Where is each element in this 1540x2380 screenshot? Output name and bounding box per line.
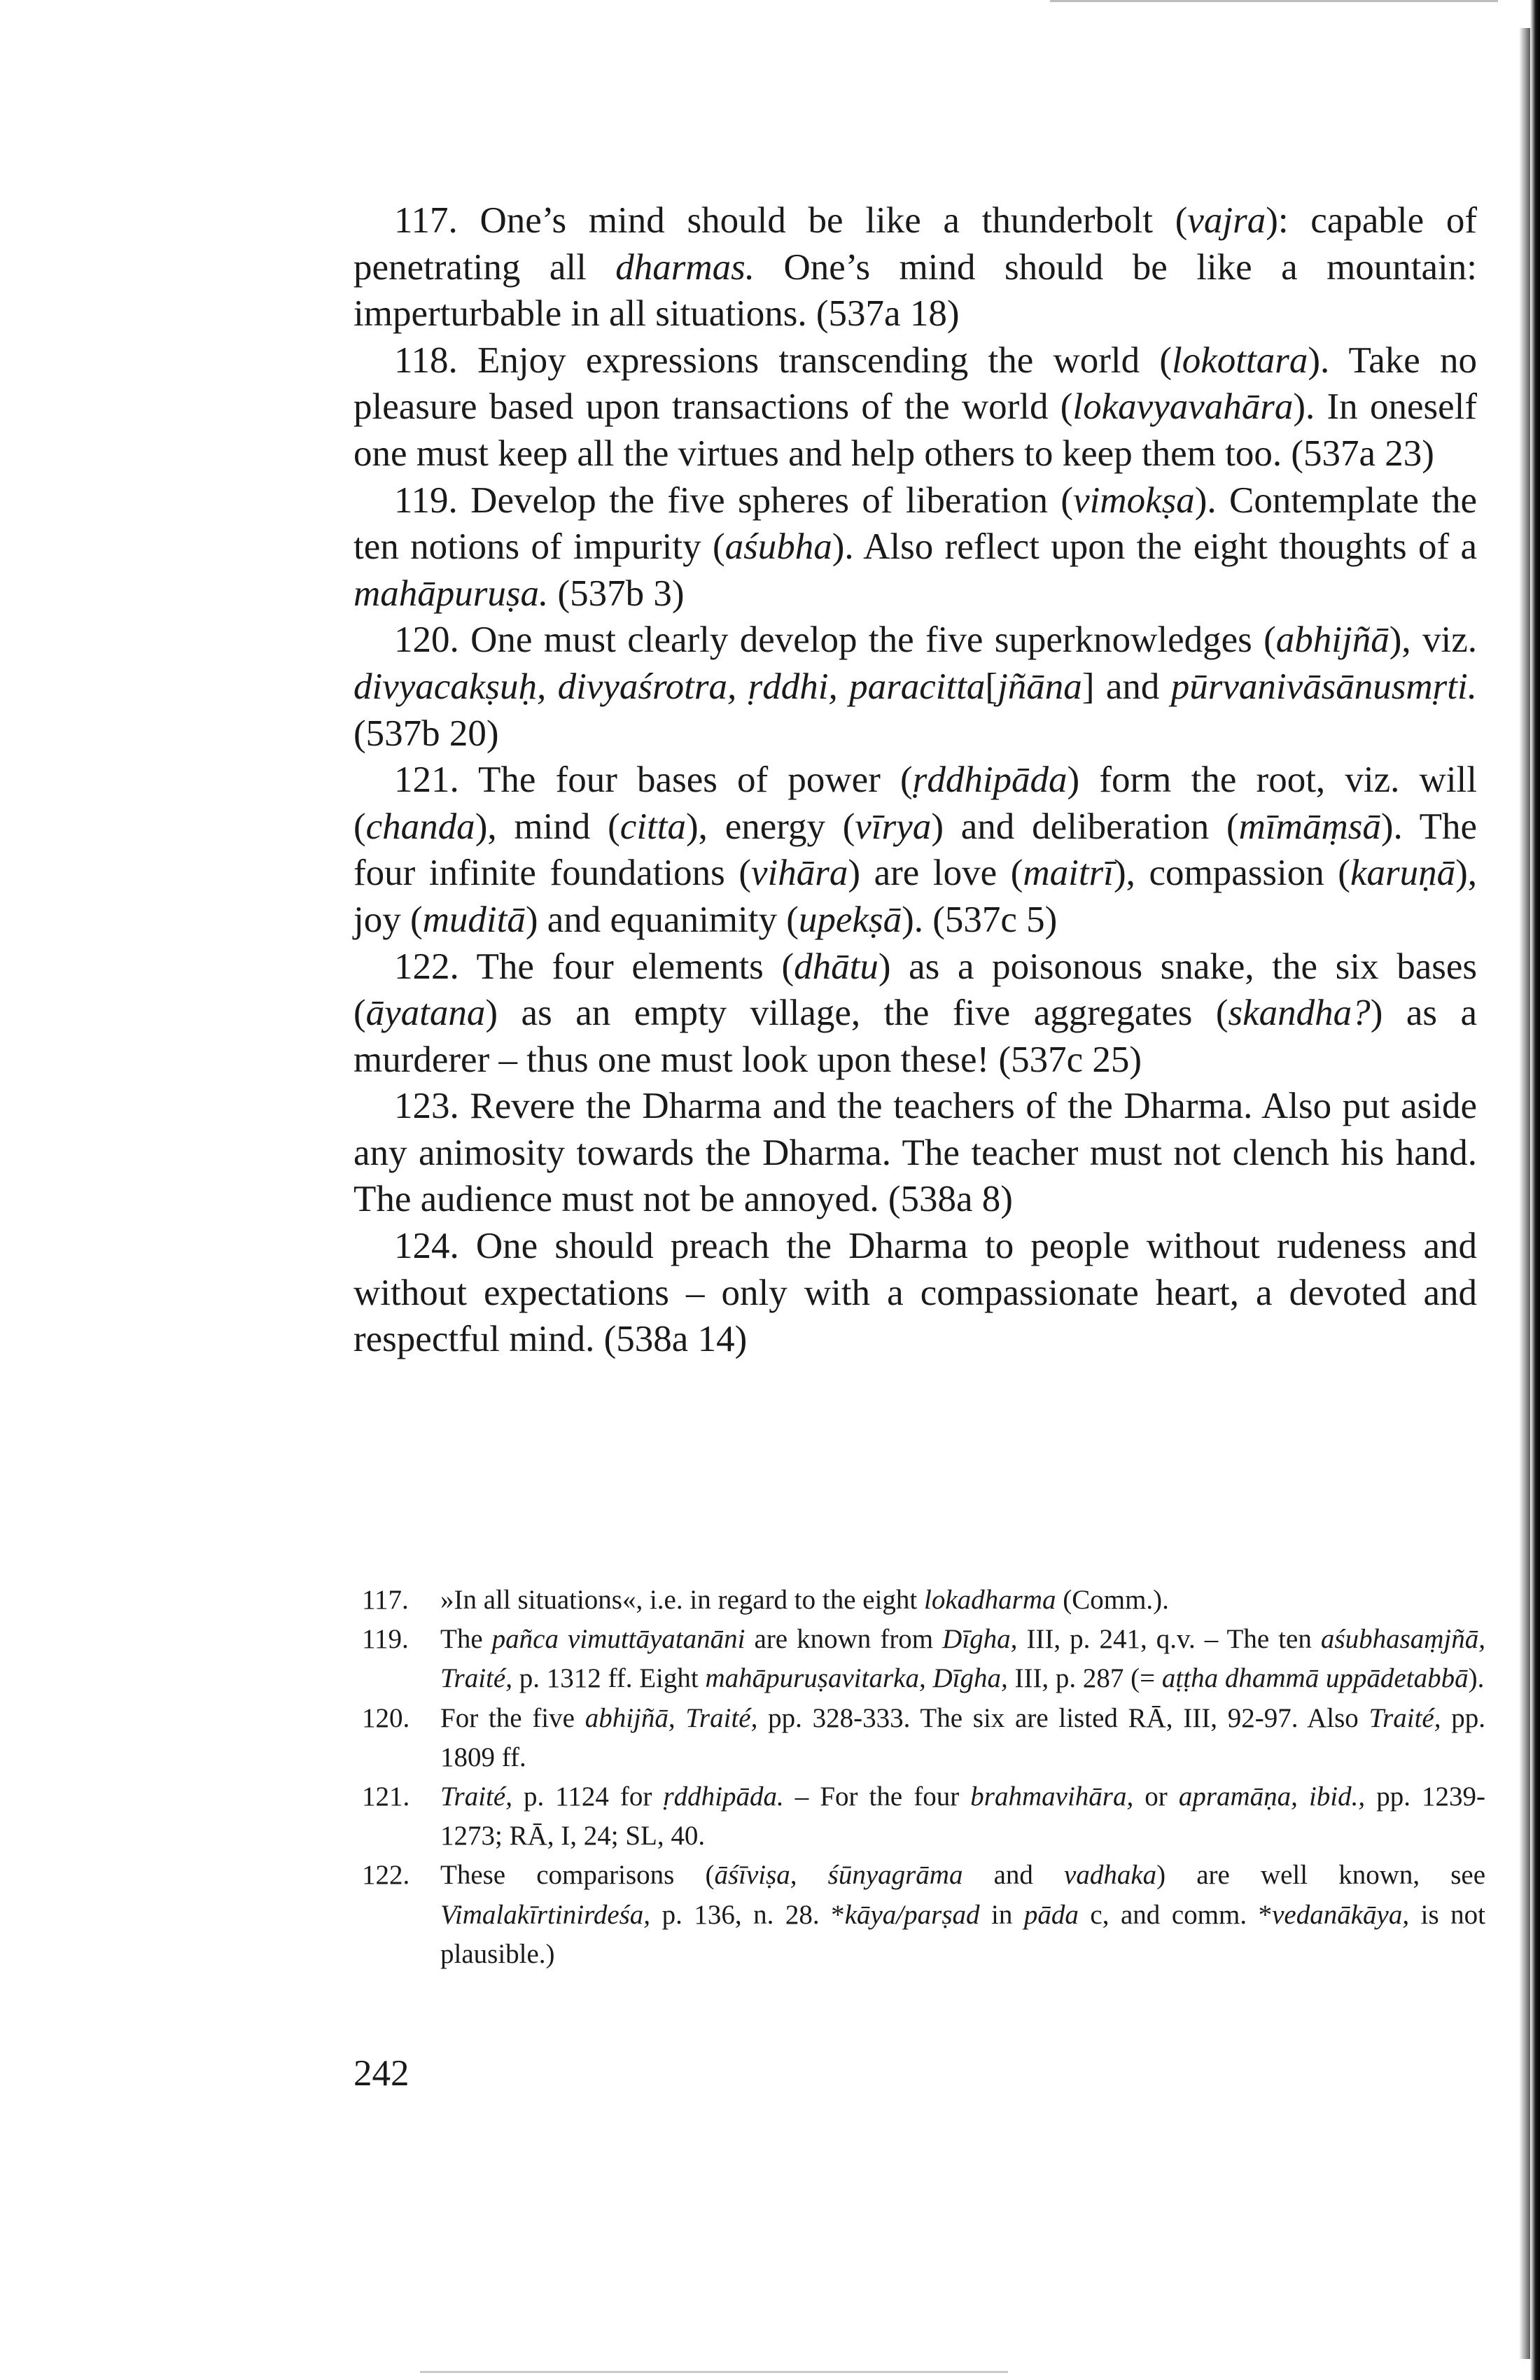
paragraph-number: 123.: [394, 1086, 459, 1127]
paragraph: [354, 1083, 1477, 1223]
text-run: p. 1124 for: [512, 1782, 664, 1812]
text-run: ).: [1468, 1663, 1485, 1694]
paragraph-number: 119.: [394, 479, 458, 521]
text-run: ). Take no pleasure based upon transactions of the world (: [354, 340, 1477, 428]
text-run: Develop the five spheres of liberation (: [457, 479, 1074, 521]
text-run: ) are love (: [848, 853, 1023, 894]
text-run: ) as a poisonous snake, the six bases (: [354, 946, 1477, 1034]
italic-term: kāya/parṣad: [844, 1899, 980, 1930]
text-run: ) as an empty village, the five aggregates (: [485, 993, 1228, 1034]
italic-term: mahāpuruṣavitarka, Dīgha,: [705, 1663, 1008, 1694]
italic-term: citta: [620, 806, 686, 847]
italic-term: maitrī: [1023, 853, 1114, 894]
italic-term: pañca vimuttāyatanāni: [491, 1624, 746, 1655]
paragraph-number: 122.: [394, 946, 459, 987]
italic-term: vihāra: [751, 853, 848, 894]
italic-term: upekṣā: [798, 899, 902, 940]
italic-term: dhātu: [794, 946, 878, 987]
text-run: ) and equanimity (: [525, 899, 799, 940]
text-run: ), energy (: [686, 806, 855, 847]
text-run: p. 1312 ff. Eight: [512, 1663, 706, 1694]
text-run: pp. 1239-1273; RĀ, I, 24; SL, 40.: [440, 1782, 1486, 1851]
footnote: [354, 1699, 1485, 1777]
text-run: ). Contemplate the ten notions of impurity (: [354, 479, 1477, 568]
text-run: – For the four: [783, 1782, 971, 1812]
text-run: ) and deliberation (: [931, 806, 1239, 847]
footnote: [354, 1856, 1485, 1974]
footnote: [354, 1620, 1485, 1698]
scan-edge-top: [1050, 0, 1498, 2]
footnotes: [354, 1581, 1485, 1974]
text-run: ): capable of penetrating all: [354, 200, 1477, 288]
italic-term: aṭṭha dhammā uppādetabbā: [1161, 1663, 1469, 1694]
text-run: One’s mind should be like a mountain: imperturbable in all situations. (537a 18): [354, 246, 1477, 335]
text-run: are known from: [745, 1624, 943, 1655]
text-run: ), mind (: [475, 806, 620, 847]
paragraph-number: 120.: [394, 620, 459, 661]
paragraph: [354, 1223, 1477, 1363]
text-run: ). (537c 5): [902, 899, 1058, 940]
text-run: »In all situations«, i.e. in regard to the eight: [440, 1585, 925, 1615]
italic-term: pāda: [1023, 1899, 1079, 1930]
text-run: Revere the Dharma and the teachers of the Dharma. Also put aside any animosity towards the Dharma. The teacher must not clench his hand. The audience must not be annoyed. (538a 8): [354, 1086, 1477, 1220]
italic-term: abhijñā, Traité,: [584, 1702, 758, 1733]
italic-term: apramāṇa, ibid.,: [1178, 1782, 1366, 1812]
italic-term: mīmāṃsā: [1238, 806, 1381, 847]
paragraph: [354, 757, 1477, 943]
italic-term: divyacakṣuḥ, divyaśrotra, ṛddhi, paracitta: [354, 666, 986, 707]
italic-term: mahāpuruṣa.: [354, 573, 549, 614]
italic-term: lokavyavahāra: [1072, 386, 1294, 428]
text-run: ) as a murderer – thus one must look upon these! (537c 25): [354, 993, 1477, 1080]
text-run: ). The four infinite foundations (: [354, 806, 1478, 894]
italic-term: vajra: [1187, 200, 1266, 241]
paragraph: [354, 197, 1477, 337]
italic-term: aśubhasaṃjñā, Traité,: [440, 1624, 1485, 1694]
text-run: and: [962, 1860, 1065, 1891]
text-run: ), viz.: [1389, 620, 1477, 661]
italic-term: vimokṣa: [1073, 479, 1195, 521]
italic-term: chanda: [365, 806, 475, 847]
italic-term: ṛddhipāda: [912, 760, 1068, 801]
paragraph: [354, 337, 1477, 477]
italic-term: pūrvanivāsānusmṛti.: [1170, 666, 1477, 707]
footnote: [354, 1581, 1485, 1620]
text-run: [: [985, 666, 998, 707]
text-run: Enjoy expressions transcending the world (: [457, 340, 1172, 381]
text-run: ) form the root, viz. will (: [354, 760, 1477, 847]
text-run: III, p. 241, q.v. – The ten: [1017, 1624, 1321, 1655]
text-run: One must clearly develop the five superknowledges (: [458, 620, 1276, 661]
page-number: 242: [354, 2053, 410, 2094]
text-run: pp. 1809 ff.: [440, 1702, 1486, 1772]
paragraph-number: 117.: [394, 200, 458, 241]
paragraph-number: 124.: [394, 1226, 459, 1267]
italic-term: muditā: [422, 899, 526, 940]
text-run: (537b 20): [354, 713, 499, 754]
italic-term: karuṇā: [1350, 853, 1456, 894]
italic-term: abhijñā: [1275, 620, 1390, 661]
text-run: ] and: [1082, 666, 1171, 707]
italic-term: vīrya: [855, 806, 932, 847]
paragraph-number: 118.: [394, 340, 458, 381]
paragraph: [354, 477, 1477, 617]
text-run: p. 136, n. 28. *: [650, 1899, 845, 1930]
text-run: or: [1133, 1782, 1179, 1812]
text-run: The: [440, 1624, 492, 1655]
text-run: The four bases of power (: [458, 760, 913, 801]
text-run: (537b 3): [548, 573, 685, 614]
text-run: III, p. 287 (=: [1007, 1663, 1162, 1694]
italic-term: Dīgha,: [942, 1624, 1018, 1655]
italic-term: brahmavihāra,: [970, 1782, 1134, 1812]
italic-term: jñāna: [997, 666, 1082, 707]
footnote-number: 121.: [362, 1782, 410, 1812]
paragraph: [354, 617, 1477, 757]
footnote-number: 120.: [362, 1702, 410, 1733]
text-run: ), compassion (: [1113, 853, 1350, 894]
text-run: ). In oneself one must keep all the virtues and help others to keep them too. (537a 23): [354, 386, 1477, 474]
text-run: One should preach the Dharma to people without rudeness and without expectations – only with a compassionate heart, a devoted and respectful mind. (538a 14): [354, 1226, 1477, 1360]
text-run: ). Also reflect upon the eight thoughts of a: [832, 526, 1477, 568]
italic-term: Traité,: [440, 1782, 512, 1812]
text-run: in: [979, 1899, 1024, 1930]
italic-term: vadhaka: [1064, 1860, 1157, 1891]
italic-term: Vimalakīrtinirdeśa,: [440, 1899, 651, 1930]
text-run: (Comm.).: [1056, 1585, 1169, 1615]
italic-term: lokottara: [1172, 340, 1308, 381]
text-run: pp. 328-333. The six are listed RĀ, III, 92-97. Also: [757, 1702, 1369, 1733]
footnote-number: 122.: [362, 1860, 410, 1891]
text-run: These comparisons (: [440, 1860, 715, 1891]
text-run: ), joy (: [354, 853, 1477, 940]
footnote-number: 117.: [362, 1585, 409, 1615]
main-text: [354, 197, 1477, 1363]
text-run: ) are well known, see: [1156, 1860, 1486, 1891]
paragraph-number: 121.: [394, 760, 459, 801]
footnote: [354, 1777, 1485, 1856]
text-run: One’s mind should be like a thunderbolt (: [457, 200, 1188, 241]
italic-term: vedanākāya,: [1272, 1899, 1410, 1930]
italic-term: ṛddhipāda.: [663, 1782, 784, 1812]
italic-term: lokadharma: [924, 1585, 1056, 1615]
italic-term: skandha?: [1228, 993, 1371, 1034]
italic-term: āyatana: [365, 993, 486, 1034]
italic-term: aśubha: [724, 526, 832, 568]
text-run: The four elements (: [458, 946, 794, 987]
italic-term: Traité,: [1368, 1702, 1441, 1733]
paragraph: [354, 944, 1477, 1084]
page-edge: [1530, 0, 1540, 2380]
text-run: c, and comm. *: [1078, 1899, 1273, 1930]
text-run: For the five: [440, 1702, 585, 1733]
italic-term: dharmas.: [615, 246, 755, 288]
text-run: is not plausible.): [440, 1899, 1485, 1969]
footnote-number: 119.: [362, 1624, 409, 1655]
italic-term: āśīviṣa, śūnyagrāma: [714, 1860, 963, 1891]
scan-edge-bottom: [420, 2371, 1008, 2373]
